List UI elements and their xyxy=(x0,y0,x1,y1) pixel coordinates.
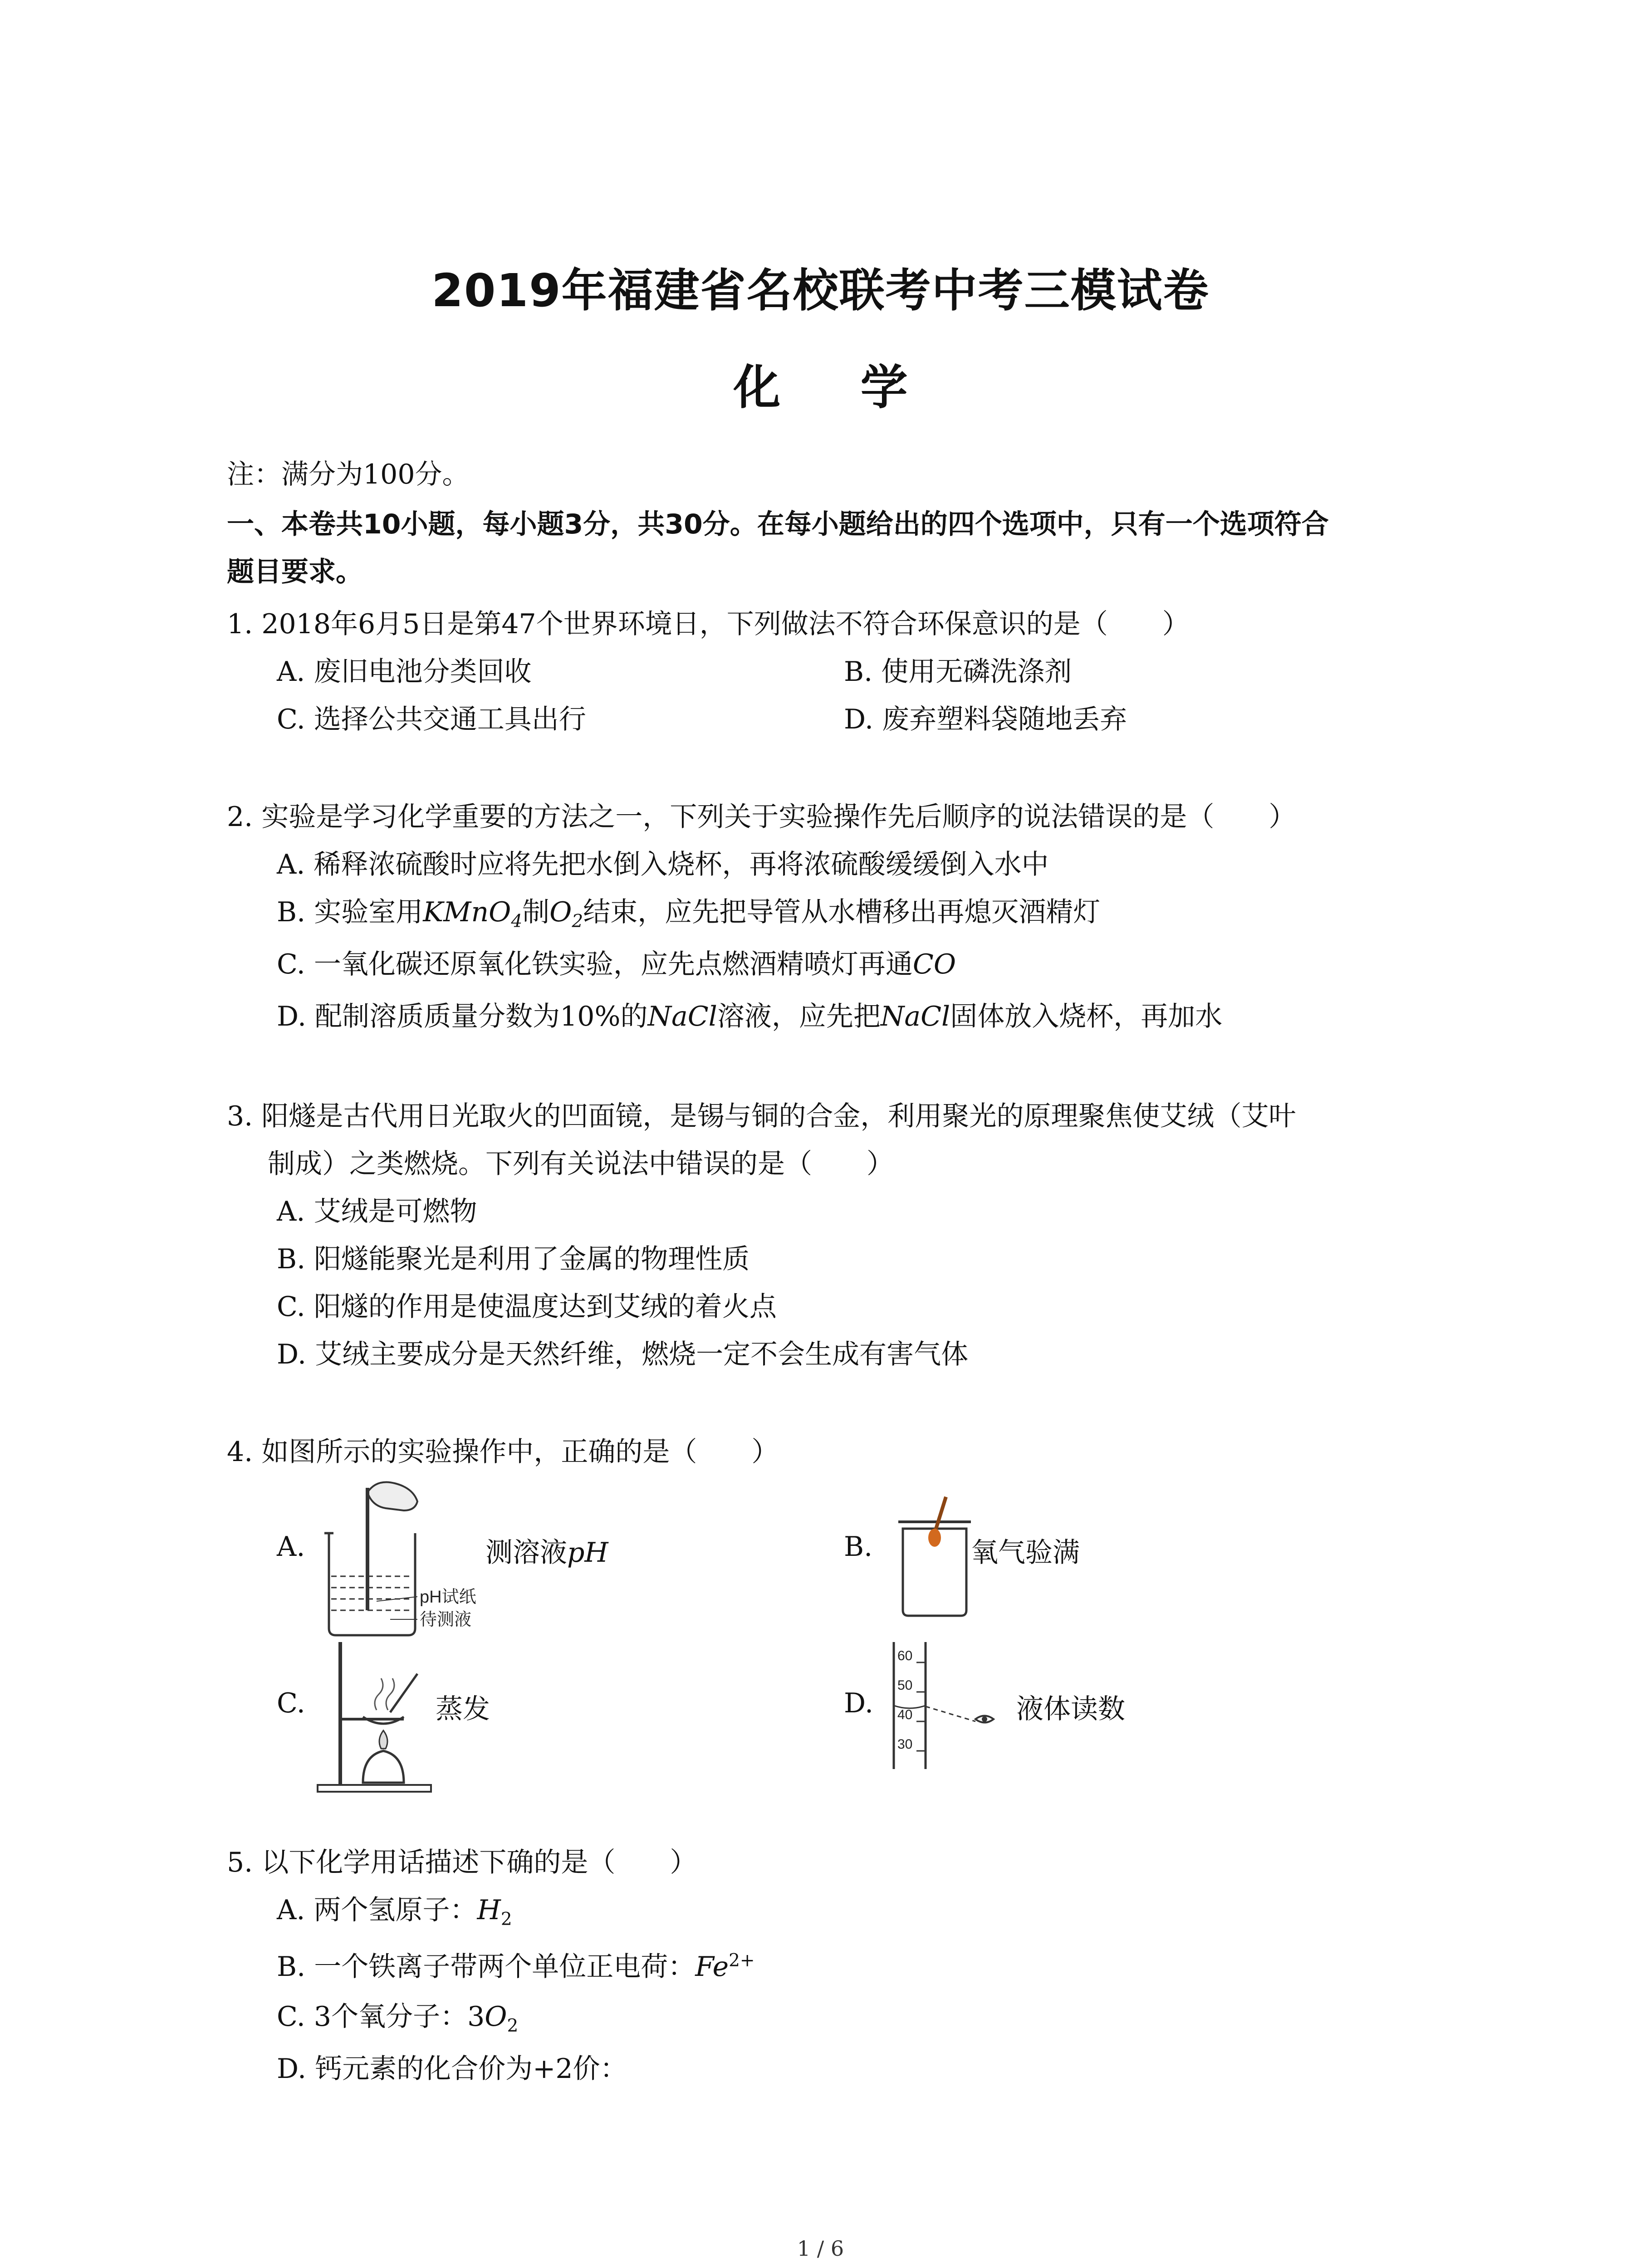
q1-option-b: B. 使用无磷洗涤剂 xyxy=(844,656,1072,688)
q3-option-d: D. 艾绒主要成分是天然纤维，燃烧一定不会生成有害气体 xyxy=(277,1339,969,1370)
exam-title: 2019年福建省名校联考中考三模试卷 xyxy=(431,264,1210,317)
evaporation-figure xyxy=(313,1633,449,1796)
q4-option-c-caption: 蒸发 xyxy=(436,1693,490,1725)
tick-50: 50 xyxy=(897,1678,913,1693)
section-heading-line2: 题目要求。 xyxy=(227,556,363,588)
q2-option-c: C. 一氧化碳还原氧化铁实验，应先点燃酒精喷灯再通CO xyxy=(277,948,956,980)
q4-option-b-letter: B. xyxy=(844,1531,873,1563)
q4-option-b-caption: 氧气验满 xyxy=(971,1537,1080,1569)
tick-30: 30 xyxy=(897,1737,913,1752)
q4-option-c-letter: C. xyxy=(277,1687,305,1719)
q5-option-b: B. 一个铁离子带两个单位正电荷：$Fe^{2+}$ xyxy=(277,1950,755,1983)
q4-stem: 4. 如图所示的实验操作中，正确的是（ ） xyxy=(227,1436,779,1468)
q1-option-d: D. 废弃塑料袋随地丢弃 xyxy=(844,704,1127,735)
q5-option-d: D. 钙元素的化合价为+2价： xyxy=(277,2053,627,2085)
page-number: 1 / 6 xyxy=(797,2236,844,2261)
q1-stem: 1. 2018年6月5日是第47个世界环境日，下列做法不符合环保意识的是（ ） xyxy=(227,608,1190,640)
ph-test-figure xyxy=(318,1474,499,1642)
q2-stem: 2. 实验是学习化学重要的方法之一，下列关于实验操作先后顺序的说法错误的是（ ） xyxy=(227,801,1296,833)
q4-option-d-letter: D. xyxy=(844,1687,874,1719)
cylinder-reading-figure xyxy=(885,1637,1003,1774)
q3-stem-line2: 制成）之类燃烧。下列有关说法中错误的是（ ） xyxy=(268,1148,894,1180)
tick-40: 40 xyxy=(897,1707,913,1722)
tick-60: 60 xyxy=(897,1648,913,1663)
q2-option-b: B. 实验室用KMnO$_4$制$O_2$结束，应先把导管从水槽移出再熄灭酒精灯 xyxy=(277,896,1101,932)
q4-option-d-caption: 液体读数 xyxy=(1016,1693,1125,1725)
q2-option-a: A. 稀释浓硫酸时应将先把水倒入烧杯，再将浓硫酸缓缓倒入水中 xyxy=(277,849,1049,880)
ph-paper-label: pH试纸 xyxy=(420,1588,476,1607)
q1-option-c: C. 选择公共交通工具出行 xyxy=(277,704,586,735)
q3-option-b: B. 阳燧能聚光是利用了金属的物理性质 xyxy=(277,1243,750,1275)
q5-stem: 5. 以下化学用话描述下确的是（ ） xyxy=(227,1847,697,1878)
q4-option-a-caption: 测溶液pH xyxy=(485,1537,608,1569)
q4-option-a-letter: A. xyxy=(277,1531,305,1563)
q3-stem-line1: 3. 阳燧是古代用日光取火的凹面镜，是锡与铜的合金，利用聚光的原理聚焦使艾绒（艾叶 xyxy=(227,1100,1296,1132)
q5-option-a: A. 两个氢原子：$H_2$ xyxy=(277,1894,512,1930)
subject-title: 化 学 xyxy=(733,360,940,415)
q2-option-d: D. 配制溶质质量分数为10%的NaCl溶液，应先把NaCl固体放入烧杯，再加水 xyxy=(277,1001,1223,1032)
score-note: 注：满分为100分。 xyxy=(227,459,470,490)
section-heading-line1: 一、本卷共10小题，每小题3分，共30分。在每小题给出的四个选项中，只有一个选项符合 xyxy=(227,508,1329,540)
q3-option-c: C. 阳燧的作用是使温度达到艾绒的着火点 xyxy=(277,1291,777,1323)
q1-option-a: A. 废旧电池分类回收 xyxy=(277,656,532,688)
test-liquid-label: 待测液 xyxy=(420,1610,472,1629)
oxygen-full-test-figure xyxy=(889,1492,980,1619)
q5-option-c: C. 3个氧分子：$3O_2$ xyxy=(277,2001,519,2036)
q3-option-a: A. 艾绒是可燃物 xyxy=(277,1196,477,1227)
